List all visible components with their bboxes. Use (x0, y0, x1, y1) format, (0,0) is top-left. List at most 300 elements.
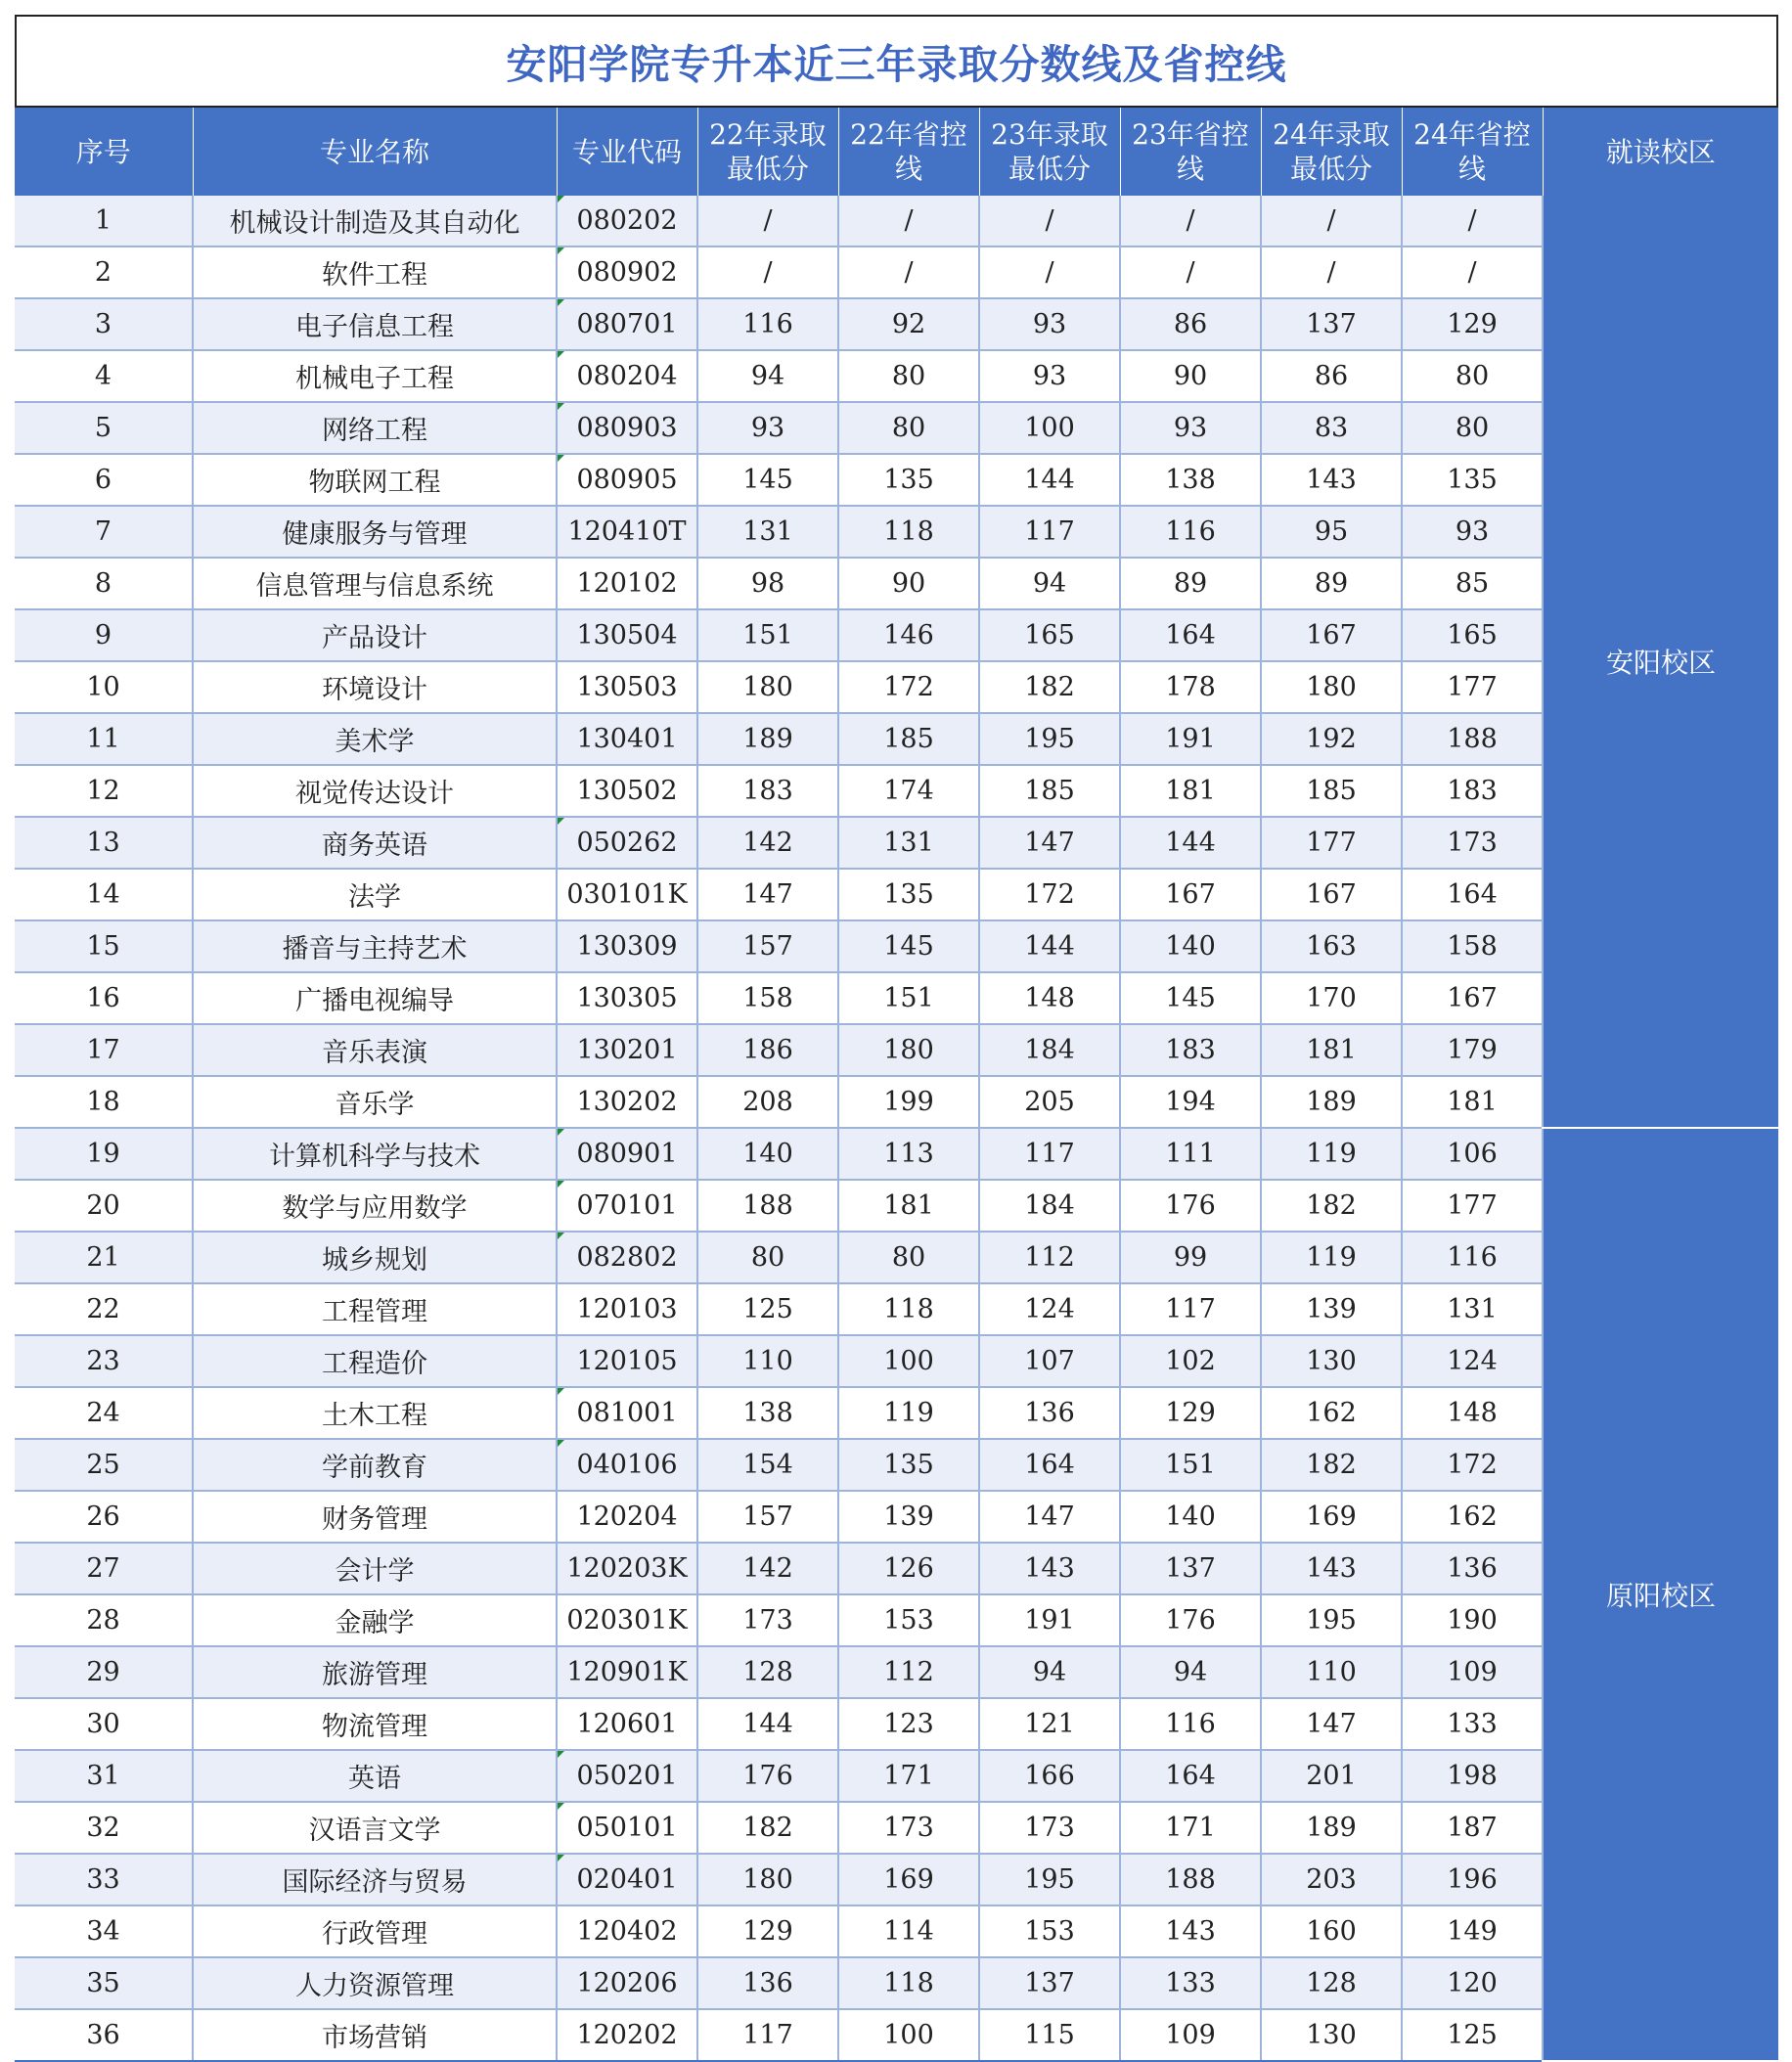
table-body (15, 196, 1778, 2061)
cell-y22-line: 113 (838, 1128, 979, 1180)
header-22-min-line1: 22年录取 (709, 118, 827, 151)
cell-y23-min: 153 (979, 1905, 1120, 1957)
cell-y23-min: 184 (979, 1180, 1120, 1232)
cell-y22-min: 140 (697, 1128, 838, 1180)
header-23-min (979, 108, 1120, 196)
cell-y22-line: 185 (838, 713, 979, 765)
cell-code: 081001 (557, 1387, 697, 1439)
cell-code: 080204 (557, 350, 697, 402)
cell-y24-line: 162 (1402, 1491, 1543, 1543)
cell-y23-line: 117 (1120, 1283, 1261, 1335)
cell-y22-min: 183 (697, 765, 838, 817)
cell-code: 130201 (557, 1024, 697, 1076)
cell-y22-line: 145 (838, 920, 979, 972)
cell-index: 11 (15, 713, 193, 765)
cell-y22-line: 100 (838, 1335, 979, 1387)
cell-y23-min: 147 (979, 817, 1120, 869)
cell-y22-min: 189 (697, 713, 838, 765)
cell-y23-min: 191 (979, 1594, 1120, 1646)
cell-y22-min: 157 (697, 920, 838, 972)
header-24-line (1402, 108, 1543, 196)
table-row (15, 1439, 1778, 1491)
cell-y23-line: 86 (1120, 298, 1261, 350)
score-table (15, 108, 1778, 2062)
cell-y24-line: 133 (1402, 1698, 1543, 1750)
cell-major: 产品设计 (193, 609, 557, 661)
cell-y24-line: 109 (1402, 1646, 1543, 1698)
header-code: 专业代码 (557, 108, 697, 196)
cell-y22-min: 136 (697, 1957, 838, 2009)
cell-y23-line: 140 (1120, 1491, 1261, 1543)
cell-code: 130309 (557, 920, 697, 972)
cell-code: 080901 (557, 1128, 697, 1180)
cell-y23-min: 124 (979, 1283, 1120, 1335)
cell-y23-min: 164 (979, 1439, 1120, 1491)
cell-y24-min: 182 (1261, 1439, 1402, 1491)
table-row (15, 1180, 1778, 1232)
cell-major: 学前教育 (193, 1439, 557, 1491)
cell-y24-line: 120 (1402, 1957, 1543, 2009)
cell-y23-line: 90 (1120, 350, 1261, 402)
cell-y24-min: 137 (1261, 298, 1402, 350)
cell-index: 18 (15, 1076, 193, 1128)
cell-y24-line: 164 (1402, 869, 1543, 920)
cell-y22-line: 151 (838, 972, 979, 1024)
table-row (15, 1854, 1778, 1905)
table-row (15, 402, 1778, 454)
cell-y22-min: 116 (697, 298, 838, 350)
cell-y23-line: 133 (1120, 1957, 1261, 2009)
cell-y24-line: 188 (1402, 713, 1543, 765)
header-23-line (1120, 108, 1261, 196)
cell-y23-line: 99 (1120, 1232, 1261, 1283)
cell-index: 30 (15, 1698, 193, 1750)
cell-code: 120202 (557, 2009, 697, 2061)
cell-y22-line: 172 (838, 661, 979, 713)
header-23-min-line2: 最低分 (1008, 153, 1091, 185)
cell-index: 19 (15, 1128, 193, 1180)
cell-index: 9 (15, 609, 193, 661)
cell-code: 030101K (557, 869, 697, 920)
cell-y24-line: 172 (1402, 1439, 1543, 1491)
header-22-line-line1: 22年省控 (850, 118, 967, 151)
cell-major: 美术学 (193, 713, 557, 765)
cell-y23-min: 100 (979, 402, 1120, 454)
cell-y22-min: 128 (697, 1646, 838, 1698)
cell-index: 29 (15, 1646, 193, 1698)
cell-y23-line: 144 (1120, 817, 1261, 869)
cell-major: 工程造价 (193, 1335, 557, 1387)
cell-y23-line: 191 (1120, 713, 1261, 765)
cell-major: 行政管理 (193, 1905, 557, 1957)
cell-y24-line: 198 (1402, 1750, 1543, 1802)
cell-index: 13 (15, 817, 193, 869)
cell-y22-line: 114 (838, 1905, 979, 1957)
cell-y22-min: 144 (697, 1698, 838, 1750)
cell-y24-line: 116 (1402, 1232, 1543, 1283)
table-row (15, 2009, 1778, 2061)
cell-y24-line: 177 (1402, 1180, 1543, 1232)
cell-y24-min: 189 (1261, 1076, 1402, 1128)
table-row (15, 972, 1778, 1024)
cell-code: 080905 (557, 454, 697, 506)
header-24-min-line2: 最低分 (1289, 153, 1372, 185)
cell-y24-min: 167 (1261, 869, 1402, 920)
cell-y22-line: 146 (838, 609, 979, 661)
cell-y24-line: 148 (1402, 1387, 1543, 1439)
cell-y23-line: 188 (1120, 1854, 1261, 1905)
table-row (15, 298, 1778, 350)
cell-y24-min: 119 (1261, 1232, 1402, 1283)
cell-y23-line: 94 (1120, 1646, 1261, 1698)
cell-y24-line: 149 (1402, 1905, 1543, 1957)
cell-y23-min: 172 (979, 869, 1120, 920)
table-row (15, 1957, 1778, 2009)
cell-y22-line: 169 (838, 1854, 979, 1905)
cell-y23-min: 93 (979, 298, 1120, 350)
cell-major: 网络工程 (193, 402, 557, 454)
cell-y22-min: 98 (697, 558, 838, 609)
cell-major: 人力资源管理 (193, 1957, 557, 2009)
cell-y23-line: 183 (1120, 1024, 1261, 1076)
table-row (15, 1750, 1778, 1802)
cell-y23-line: / (1120, 196, 1261, 247)
cell-y22-min: 142 (697, 1543, 838, 1594)
cell-major: 数学与应用数学 (193, 1180, 557, 1232)
cell-y24-min: 130 (1261, 1335, 1402, 1387)
cell-code: 130504 (557, 609, 697, 661)
cell-y24-line: 165 (1402, 609, 1543, 661)
cell-y24-line: 80 (1402, 350, 1543, 402)
cell-y23-line: 194 (1120, 1076, 1261, 1128)
cell-y23-min: 147 (979, 1491, 1120, 1543)
cell-y24-min: / (1261, 247, 1402, 298)
cell-y24-line: 158 (1402, 920, 1543, 972)
cell-y23-min: 112 (979, 1232, 1120, 1283)
cell-y22-min: 151 (697, 609, 838, 661)
table-row (15, 1646, 1778, 1698)
cell-y24-min: 185 (1261, 765, 1402, 817)
cell-y22-line: 135 (838, 869, 979, 920)
cell-y22-line: 92 (838, 298, 979, 350)
table-row (15, 817, 1778, 869)
table-row (15, 1387, 1778, 1439)
header-23-line-line1: 23年省控 (1132, 118, 1249, 151)
cell-index: 10 (15, 661, 193, 713)
cell-code: 082802 (557, 1232, 697, 1283)
table-row (15, 1698, 1778, 1750)
cell-index: 1 (15, 196, 193, 247)
cell-code: 120206 (557, 1957, 697, 2009)
cell-index: 16 (15, 972, 193, 1024)
cell-index: 17 (15, 1024, 193, 1076)
table-row (15, 1594, 1778, 1646)
header-22-line-line2: 线 (894, 153, 922, 185)
cell-y23-min: 144 (979, 920, 1120, 972)
cell-y22-line: 135 (838, 1439, 979, 1491)
cell-y23-min: / (979, 196, 1120, 247)
cell-y24-min: 119 (1261, 1128, 1402, 1180)
cell-y22-min: 129 (697, 1905, 838, 1957)
cell-y24-line: 177 (1402, 661, 1543, 713)
cell-y23-min: 184 (979, 1024, 1120, 1076)
cell-major: 旅游管理 (193, 1646, 557, 1698)
cell-y24-min: 195 (1261, 1594, 1402, 1646)
cell-y22-line: 171 (838, 1750, 979, 1802)
cell-y22-min: 157 (697, 1491, 838, 1543)
cell-major: 电子信息工程 (193, 298, 557, 350)
cell-index: 12 (15, 765, 193, 817)
cell-y23-line: 145 (1120, 972, 1261, 1024)
cell-y22-min: / (697, 247, 838, 298)
cell-y23-line: 164 (1120, 609, 1261, 661)
cell-y22-min: 176 (697, 1750, 838, 1802)
cell-y22-line: / (838, 247, 979, 298)
cell-y23-line: 151 (1120, 1439, 1261, 1491)
cell-index: 34 (15, 1905, 193, 1957)
cell-major: 健康服务与管理 (193, 506, 557, 558)
cell-y24-line: 85 (1402, 558, 1543, 609)
campus-cell: 安阳校区 (1543, 196, 1778, 1128)
cell-y23-min: 148 (979, 972, 1120, 1024)
cell-y24-min: 160 (1261, 1905, 1402, 1957)
cell-code: 080902 (557, 247, 697, 298)
cell-major: 城乡规划 (193, 1232, 557, 1283)
cell-y24-min: 139 (1261, 1283, 1402, 1335)
cell-index: 27 (15, 1543, 193, 1594)
cell-y24-min: 180 (1261, 661, 1402, 713)
cell-index: 24 (15, 1387, 193, 1439)
cell-y23-line: 143 (1120, 1905, 1261, 1957)
cell-index: 5 (15, 402, 193, 454)
cell-y22-min: 180 (697, 1854, 838, 1905)
cell-y24-min: 167 (1261, 609, 1402, 661)
cell-y22-min: 147 (697, 869, 838, 920)
cell-y24-min: 89 (1261, 558, 1402, 609)
cell-index: 35 (15, 1957, 193, 2009)
cell-code: 020401 (557, 1854, 697, 1905)
cell-y22-line: 174 (838, 765, 979, 817)
cell-code: 120901K (557, 1646, 697, 1698)
table-row (15, 1491, 1778, 1543)
cell-y22-line: 123 (838, 1698, 979, 1750)
cell-y23-line: 109 (1120, 2009, 1261, 2061)
cell-code: 050101 (557, 1802, 697, 1854)
cell-major: 英语 (193, 1750, 557, 1802)
cell-major: 音乐表演 (193, 1024, 557, 1076)
cell-major: 物流管理 (193, 1698, 557, 1750)
table-row (15, 1076, 1778, 1128)
table-row (15, 920, 1778, 972)
cell-y24-min: 110 (1261, 1646, 1402, 1698)
cell-major: 机械设计制造及其自动化 (193, 196, 557, 247)
cell-major: 土木工程 (193, 1387, 557, 1439)
cell-y22-line: 100 (838, 2009, 979, 2061)
cell-y23-min: 143 (979, 1543, 1120, 1594)
cell-major: 环境设计 (193, 661, 557, 713)
cell-y24-line: 131 (1402, 1283, 1543, 1335)
table-row (15, 1335, 1778, 1387)
cell-y22-min: 131 (697, 506, 838, 558)
cell-y23-min: 144 (979, 454, 1120, 506)
cell-y23-line: 116 (1120, 1698, 1261, 1750)
cell-major: 播音与主持艺术 (193, 920, 557, 972)
header-24-line-line2: 线 (1457, 153, 1486, 185)
table-row (15, 196, 1778, 247)
cell-y24-min: 95 (1261, 506, 1402, 558)
cell-y24-min: 163 (1261, 920, 1402, 972)
cell-index: 20 (15, 1180, 193, 1232)
cell-index: 23 (15, 1335, 193, 1387)
cell-y23-min: 185 (979, 765, 1120, 817)
cell-index: 7 (15, 506, 193, 558)
cell-y22-line: 112 (838, 1646, 979, 1698)
cell-y24-min: 201 (1261, 1750, 1402, 1802)
cell-y22-min: 117 (697, 2009, 838, 2061)
cell-y23-line: 171 (1120, 1802, 1261, 1854)
cell-y22-line: 153 (838, 1594, 979, 1646)
cell-code: 050201 (557, 1750, 697, 1802)
cell-major: 法学 (193, 869, 557, 920)
cell-y24-min: 189 (1261, 1802, 1402, 1854)
cell-y24-min: 86 (1261, 350, 1402, 402)
cell-y22-min: / (697, 196, 838, 247)
cell-y22-min: 188 (697, 1180, 838, 1232)
cell-y23-line: 181 (1120, 765, 1261, 817)
cell-code: 040106 (557, 1439, 697, 1491)
cell-y23-line: 89 (1120, 558, 1261, 609)
cell-y24-min: 128 (1261, 1957, 1402, 2009)
cell-y23-min: 195 (979, 1854, 1120, 1905)
cell-y22-line: / (838, 196, 979, 247)
cell-y22-line: 135 (838, 454, 979, 506)
cell-major: 软件工程 (193, 247, 557, 298)
header-24-min-line1: 24年录取 (1273, 118, 1390, 151)
cell-y22-line: 80 (838, 402, 979, 454)
cell-y24-line: 129 (1402, 298, 1543, 350)
cell-index: 14 (15, 869, 193, 920)
cell-y23-line: 178 (1120, 661, 1261, 713)
cell-code: 080202 (557, 196, 697, 247)
cell-code: 130502 (557, 765, 697, 817)
cell-y22-min: 186 (697, 1024, 838, 1076)
header-campus: 就读校区 (1543, 108, 1778, 196)
admission-sheet (15, 15, 1778, 2062)
cell-index: 4 (15, 350, 193, 402)
table-row (15, 1283, 1778, 1335)
cell-y22-min: 138 (697, 1387, 838, 1439)
cell-y22-line: 199 (838, 1076, 979, 1128)
cell-index: 15 (15, 920, 193, 972)
cell-major: 计算机科学与技术 (193, 1128, 557, 1180)
cell-y24-min: 162 (1261, 1387, 1402, 1439)
campus-cell: 原阳校区 (1543, 1128, 1778, 2061)
cell-y23-min: 107 (979, 1335, 1120, 1387)
cell-major: 国际经济与贸易 (193, 1854, 557, 1905)
cell-y24-line: 93 (1402, 506, 1543, 558)
cell-y24-min: 83 (1261, 402, 1402, 454)
cell-index: 22 (15, 1283, 193, 1335)
cell-y24-line: 179 (1402, 1024, 1543, 1076)
cell-y24-min: 143 (1261, 454, 1402, 506)
cell-major: 财务管理 (193, 1491, 557, 1543)
cell-y22-line: 119 (838, 1387, 979, 1439)
cell-y23-min: 182 (979, 661, 1120, 713)
cell-major: 视觉传达设计 (193, 765, 557, 817)
cell-y24-min: 169 (1261, 1491, 1402, 1543)
cell-major: 物联网工程 (193, 454, 557, 506)
cell-y24-line: 136 (1402, 1543, 1543, 1594)
cell-y22-min: 93 (697, 402, 838, 454)
header-row (15, 108, 1778, 196)
cell-major: 音乐学 (193, 1076, 557, 1128)
cell-index: 33 (15, 1854, 193, 1905)
header-22-min-line2: 最低分 (726, 153, 809, 185)
cell-code: 120402 (557, 1905, 697, 1957)
table-row (15, 1905, 1778, 1957)
cell-y23-min: 166 (979, 1750, 1120, 1802)
cell-y24-min: 143 (1261, 1543, 1402, 1594)
header-22-line (838, 108, 979, 196)
header-major: 专业名称 (193, 108, 557, 196)
cell-y24-min: 182 (1261, 1180, 1402, 1232)
cell-y23-min: 137 (979, 1957, 1120, 2009)
cell-y23-line: / (1120, 247, 1261, 298)
cell-y23-min: 94 (979, 558, 1120, 609)
header-23-line-line2: 线 (1176, 153, 1204, 185)
cell-y22-min: 145 (697, 454, 838, 506)
cell-code: 130503 (557, 661, 697, 713)
cell-y22-min: 142 (697, 817, 838, 869)
table-row (15, 869, 1778, 920)
table-row (15, 1543, 1778, 1594)
cell-y24-line: 187 (1402, 1802, 1543, 1854)
cell-y24-line: 124 (1402, 1335, 1543, 1387)
cell-y22-min: 154 (697, 1439, 838, 1491)
cell-y22-min: 158 (697, 972, 838, 1024)
cell-code: 080903 (557, 402, 697, 454)
table-row (15, 1232, 1778, 1283)
cell-code: 020301K (557, 1594, 697, 1646)
cell-code: 120601 (557, 1698, 697, 1750)
cell-y22-min: 110 (697, 1335, 838, 1387)
cell-y22-line: 181 (838, 1180, 979, 1232)
table-row (15, 1128, 1778, 1180)
cell-code: 120102 (557, 558, 697, 609)
cell-y23-min: 205 (979, 1076, 1120, 1128)
cell-code: 130202 (557, 1076, 697, 1128)
cell-y23-min: 165 (979, 609, 1120, 661)
cell-code: 120204 (557, 1491, 697, 1543)
cell-index: 26 (15, 1491, 193, 1543)
cell-y22-min: 125 (697, 1283, 838, 1335)
cell-index: 31 (15, 1750, 193, 1802)
cell-index: 8 (15, 558, 193, 609)
header-22-min (697, 108, 838, 196)
cell-y24-line: 181 (1402, 1076, 1543, 1128)
cell-major: 会计学 (193, 1543, 557, 1594)
cell-y22-line: 118 (838, 1283, 979, 1335)
cell-y23-line: 129 (1120, 1387, 1261, 1439)
cell-y22-min: 182 (697, 1802, 838, 1854)
cell-y24-min: 130 (1261, 2009, 1402, 2061)
cell-y22-min: 94 (697, 350, 838, 402)
cell-y23-min: 136 (979, 1387, 1120, 1439)
table-row (15, 454, 1778, 506)
cell-y24-line: / (1402, 196, 1543, 247)
cell-y23-line: 138 (1120, 454, 1261, 506)
cell-y22-line: 126 (838, 1543, 979, 1594)
